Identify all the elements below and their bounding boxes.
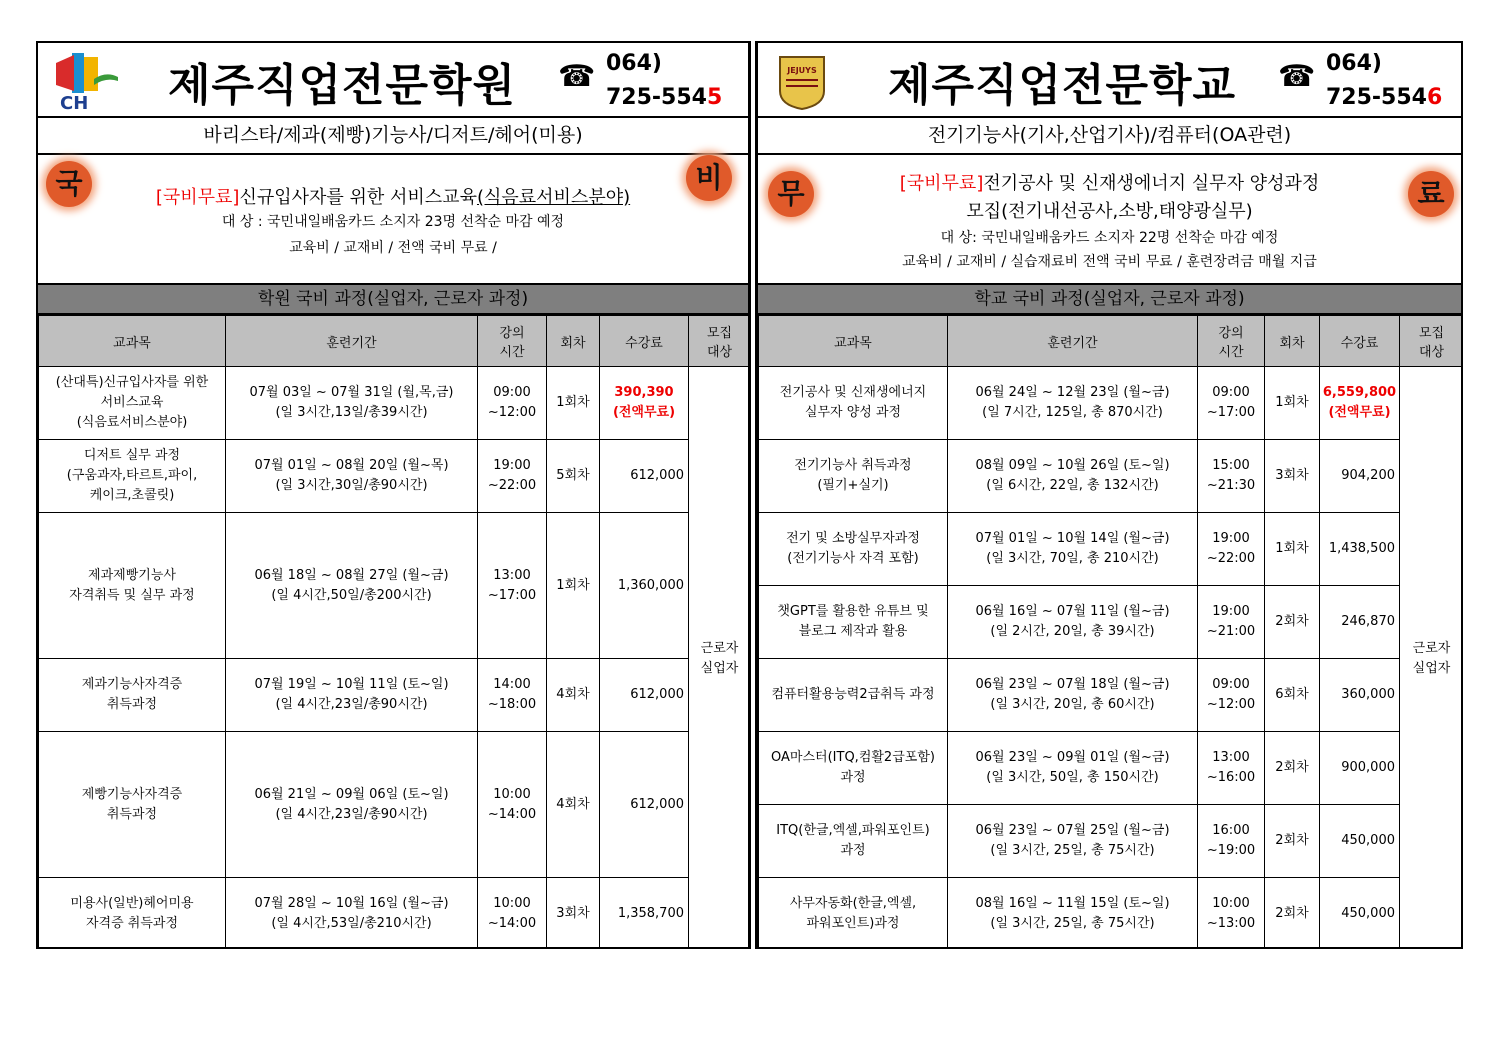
time-cell-text: 16:00 bbox=[1212, 823, 1250, 838]
course-cell-text: 제빵기능사자격증 bbox=[81, 786, 183, 802]
period-cell-text: 06월 23일 ~ 09월 01일 (월~금) bbox=[975, 750, 1170, 765]
column-header bbox=[1320, 316, 1400, 367]
period-cell-text: 06월 18일 ~ 08월 27일 (월~금) bbox=[254, 567, 449, 583]
period-cell bbox=[948, 732, 1198, 805]
school-promo-target: 대 상: 국민내일배움카드 소지자 22명 선착순 마감 예정 bbox=[940, 230, 1279, 246]
course-cell-text: 과정 bbox=[840, 843, 866, 858]
course-cell bbox=[39, 367, 226, 440]
column-header bbox=[600, 316, 689, 367]
academy-promo-target: 대 상 : 국민내일배움카드 소지자 23명 선착순 마감 예정 bbox=[221, 214, 565, 230]
column-header bbox=[1198, 316, 1265, 367]
column-header-text: 수강료 bbox=[625, 335, 663, 351]
time-cell bbox=[478, 440, 547, 513]
time-cell-text: ~18:00 bbox=[487, 697, 537, 712]
period-cell-text: (일 4시간,23일/총90시간) bbox=[275, 806, 428, 822]
session-cell-text: 1회차 bbox=[556, 577, 590, 593]
column-header bbox=[689, 316, 751, 367]
period-cell-text: 07월 01일 ~ 10월 14일 (월~금) bbox=[975, 531, 1170, 546]
course-cell-text: 블로그 제작과 활용 bbox=[798, 624, 908, 639]
session-cell bbox=[547, 440, 600, 513]
fee-cell bbox=[1320, 513, 1400, 586]
session-cell bbox=[1265, 732, 1320, 805]
period-cell-text: 06월 16일 ~ 07월 11일 (월~금) bbox=[975, 604, 1170, 619]
time-cell-text: ~12:00 bbox=[1206, 697, 1256, 712]
column-header-text: 모집 bbox=[1418, 326, 1445, 341]
badge-mu: 무 bbox=[768, 171, 814, 217]
course-cell-text: 케이크,초콜릿) bbox=[89, 488, 175, 503]
fee-cell bbox=[1320, 440, 1400, 513]
time-cell-text: 19:00 bbox=[1212, 531, 1250, 546]
column-header bbox=[226, 316, 478, 367]
badge-bi: 비 bbox=[686, 155, 732, 201]
session-cell-text: 2회차 bbox=[1275, 833, 1309, 848]
course-cell-text: 디저트 실무 과정 bbox=[83, 448, 181, 463]
time-cell bbox=[1198, 586, 1265, 659]
session-cell bbox=[547, 732, 600, 878]
period-cell-text: (일 7시간, 125일, 총 870시간) bbox=[982, 405, 1163, 420]
academy-promo bbox=[38, 155, 748, 285]
fee-cell-text: 904,200 bbox=[1341, 468, 1395, 483]
course-cell-text: 파워포인트)과정 bbox=[806, 916, 900, 931]
session-cell bbox=[1265, 659, 1320, 732]
fee-cell bbox=[1320, 805, 1400, 878]
column-header-text: 훈련기간 bbox=[326, 335, 377, 351]
session-cell bbox=[547, 659, 600, 732]
period-cell-text: 06월 21일 ~ 09월 06일 (토~일) bbox=[254, 786, 449, 802]
period-cell-text: (일 3시간, 20일, 총 60시간) bbox=[990, 697, 1155, 712]
fee-cell-text: 360,000 bbox=[1341, 687, 1395, 702]
session-cell-text: 4회차 bbox=[556, 796, 590, 812]
session-cell bbox=[547, 878, 600, 950]
column-header-text: 회차 bbox=[1279, 335, 1305, 351]
session-cell bbox=[547, 513, 600, 659]
fee-cell-text: 612,000 bbox=[630, 796, 684, 812]
time-cell-text: ~14:00 bbox=[487, 916, 537, 931]
course-cell-text: 챗GPT를 활용한 유튜브 및 bbox=[777, 604, 929, 619]
column-header-text: 교과목 bbox=[834, 335, 872, 351]
column-header-text: 시간 bbox=[499, 345, 525, 360]
time-cell bbox=[478, 659, 547, 732]
column-header bbox=[1400, 316, 1464, 367]
time-cell-text: ~21:00 bbox=[1206, 624, 1256, 639]
badge-ryo: 료 bbox=[1408, 171, 1454, 217]
academy-promo-fees: 교육비 / 교재비 / 전액 국비 무료 / bbox=[289, 240, 497, 256]
period-cell-text: 06월 23일 ~ 07월 25일 (월~금) bbox=[975, 823, 1170, 838]
time-cell-text: ~16:00 bbox=[1206, 770, 1256, 785]
time-cell bbox=[1198, 513, 1265, 586]
time-cell-text: ~17:00 bbox=[1206, 405, 1256, 420]
fee-cell bbox=[1320, 732, 1400, 805]
school-promo-title-2: 모집(전기내선공사,소방,태양광실무) bbox=[966, 201, 1253, 222]
time-cell-text: ~12:00 bbox=[487, 405, 537, 420]
fee-cell-text: 612,000 bbox=[630, 687, 684, 702]
school-logo bbox=[772, 49, 832, 111]
school-subtitle: 전기기능사(기사,산업기사)/컴퓨터(OA관련) bbox=[758, 118, 1461, 155]
course-cell-text: 취득과정 bbox=[106, 806, 158, 822]
course-cell-text: (필기+실기) bbox=[817, 478, 889, 493]
table-row bbox=[39, 878, 751, 950]
school-promo-title: [국비무료]전기공사 및 신재생에너지 실무자 양성과정 bbox=[899, 173, 1320, 194]
period-cell-text: 07월 19일 ~ 10월 11일 (토~일) bbox=[254, 677, 449, 692]
course-cell-text: 제과기능사자격증 bbox=[81, 677, 183, 692]
session-cell bbox=[1265, 878, 1320, 950]
fee-cell-text: 450,000 bbox=[1341, 906, 1395, 921]
time-cell-text: ~21:30 bbox=[1206, 478, 1256, 493]
period-cell-text: (일 4시간,50일/총200시간) bbox=[271, 587, 432, 603]
time-cell-text: 14:00 bbox=[493, 677, 531, 692]
time-cell-text: 19:00 bbox=[493, 458, 531, 473]
fee-cell-text: 1,360,000 bbox=[617, 577, 684, 593]
course-cell bbox=[759, 659, 948, 732]
academy-logo bbox=[46, 49, 126, 111]
period-cell-text: 07월 03일 ~ 07월 31일 (월,목,금) bbox=[249, 385, 454, 400]
session-cell bbox=[1265, 440, 1320, 513]
course-cell-text: 실무자 양성 과정 bbox=[804, 405, 902, 420]
fee-cell-text: (전액무료) bbox=[1328, 405, 1391, 420]
time-cell-text: ~22:00 bbox=[487, 478, 537, 493]
course-cell-text: (산대특)신규입사자를 위한 bbox=[55, 375, 209, 390]
fee-cell-text: 612,000 bbox=[630, 468, 684, 483]
academy-panel bbox=[36, 41, 750, 949]
table-row bbox=[39, 659, 751, 732]
academy-subtitle: 바리스타/제과(제빵)기능사/디저트/헤어(미용) bbox=[38, 118, 748, 155]
time-cell bbox=[1198, 805, 1265, 878]
course-cell bbox=[759, 513, 948, 586]
period-cell bbox=[948, 513, 1198, 586]
period-cell bbox=[948, 805, 1198, 878]
column-header-text: 시간 bbox=[1218, 345, 1244, 360]
time-cell bbox=[1198, 732, 1265, 805]
course-cell-text: 자격증 취득과정 bbox=[85, 916, 179, 931]
course-cell-text: 사무자동화(한글,엑셀, bbox=[789, 896, 917, 911]
academy-promo-title: [국비무료]신규입사자를 위한 서비스교육(식음료서비스분야) bbox=[155, 187, 631, 208]
course-cell-text: 컴퓨터활용능력2급취득 과정 bbox=[771, 687, 935, 702]
time-cell-text: 09:00 bbox=[1212, 677, 1250, 692]
column-header-text: 강의 bbox=[499, 326, 525, 341]
target-cell bbox=[1400, 367, 1464, 950]
fee-cell bbox=[600, 878, 689, 950]
school-promo-fees: 교육비 / 교재비 / 실습재료비 전액 국비 무료 / 훈련장려금 매월 지급 bbox=[902, 254, 1317, 270]
session-cell-text: 1회차 bbox=[1275, 395, 1309, 410]
academy-logo-text: CH bbox=[60, 93, 89, 111]
time-cell-text: ~19:00 bbox=[1206, 843, 1256, 858]
column-header-text: 회차 bbox=[560, 335, 586, 351]
column-header-text: 교과목 bbox=[113, 335, 151, 351]
session-cell bbox=[1265, 367, 1320, 440]
school-section-title: 학교 국비 과정(실업자, 근로자 과정) bbox=[758, 285, 1461, 315]
period-cell-text: (일 4시간,23일/총90시간) bbox=[275, 697, 428, 712]
target-cell-text: 근로자 bbox=[1412, 640, 1451, 656]
fee-cell-text: 246,870 bbox=[1341, 614, 1395, 629]
table-row bbox=[759, 732, 1464, 805]
column-header bbox=[1265, 316, 1320, 367]
course-cell bbox=[759, 586, 948, 659]
time-cell bbox=[478, 367, 547, 440]
column-header-text: 수강료 bbox=[1340, 335, 1379, 351]
column-header-text: 모집 bbox=[706, 326, 733, 341]
table-header-row bbox=[759, 316, 1464, 367]
school-header bbox=[758, 43, 1461, 118]
column-header-text: 대상 bbox=[1418, 345, 1445, 360]
session-cell-text: 5회차 bbox=[556, 468, 590, 483]
period-cell-text: (일 4시간,53일/총210시간) bbox=[271, 916, 432, 931]
fee-cell bbox=[600, 659, 689, 732]
period-cell-text: (일 3시간,30일/총90시간) bbox=[275, 478, 428, 493]
fee-cell bbox=[1320, 659, 1400, 732]
course-cell bbox=[39, 659, 226, 732]
course-cell bbox=[759, 732, 948, 805]
period-cell bbox=[948, 586, 1198, 659]
period-cell bbox=[948, 440, 1198, 513]
time-cell bbox=[1198, 878, 1265, 950]
session-cell-text: 2회차 bbox=[1275, 760, 1309, 775]
fee-cell bbox=[1320, 878, 1400, 950]
session-cell-text: 1회차 bbox=[556, 395, 590, 410]
time-cell-text: ~13:00 bbox=[1206, 916, 1256, 931]
course-cell-text: (전기기능사 자격 포함) bbox=[787, 551, 919, 566]
course-cell-text: (구움과자,타르트,파이, bbox=[66, 468, 198, 483]
table-row bbox=[759, 513, 1464, 586]
time-cell-text: ~17:00 bbox=[487, 587, 537, 603]
time-cell bbox=[1198, 659, 1265, 732]
time-cell-text: 10:00 bbox=[493, 896, 531, 911]
course-cell-text: 자격취득 및 실무 과정 bbox=[69, 587, 195, 603]
school-course-table bbox=[758, 315, 1463, 949]
time-cell bbox=[478, 878, 547, 950]
course-cell-text: 전기공사 및 신재생에너지 bbox=[779, 385, 927, 400]
table-row bbox=[759, 367, 1464, 440]
fee-cell bbox=[1320, 586, 1400, 659]
column-header bbox=[759, 316, 948, 367]
school-title: 제주직업전문학교 bbox=[888, 60, 1237, 111]
period-cell bbox=[948, 659, 1198, 732]
course-cell-text: 취득과정 bbox=[106, 697, 158, 712]
course-cell bbox=[759, 805, 948, 878]
academy-title: 제주직업전문학원 bbox=[168, 60, 517, 111]
session-cell-text: 1회차 bbox=[1275, 541, 1309, 556]
badge-gook: 국 bbox=[46, 161, 92, 207]
table-row bbox=[39, 440, 751, 513]
target-cell-text: 실업자 bbox=[1412, 660, 1451, 676]
time-cell bbox=[1198, 367, 1265, 440]
school-phone: 064) 725-5546 bbox=[1326, 51, 1443, 110]
session-cell-text: 3회차 bbox=[1275, 468, 1309, 483]
period-cell bbox=[226, 513, 478, 659]
academy-header bbox=[38, 43, 748, 118]
period-cell bbox=[948, 878, 1198, 950]
time-cell-text: ~22:00 bbox=[1206, 551, 1256, 566]
period-cell-text: (일 3시간, 25일, 총 75시간) bbox=[990, 916, 1155, 931]
fee-cell-text: 450,000 bbox=[1341, 833, 1395, 848]
time-cell-text: 09:00 bbox=[493, 385, 531, 400]
column-header-text: 훈련기간 bbox=[1047, 335, 1098, 351]
period-cell-text: 06월 23일 ~ 07월 18일 (월~금) bbox=[975, 677, 1170, 692]
session-cell bbox=[1265, 586, 1320, 659]
time-cell-text: 19:00 bbox=[1212, 604, 1250, 619]
time-cell-text: ~14:00 bbox=[487, 806, 537, 822]
course-cell bbox=[759, 878, 948, 950]
period-cell-text: (일 3시간, 50일, 총 150시간) bbox=[986, 770, 1159, 785]
period-cell bbox=[226, 367, 478, 440]
period-cell bbox=[226, 878, 478, 950]
time-cell bbox=[1198, 440, 1265, 513]
course-cell-text: 전기기능사 취득과정 bbox=[794, 458, 912, 473]
table-row bbox=[759, 878, 1464, 950]
period-cell bbox=[226, 732, 478, 878]
phone-icon: ☎ bbox=[558, 59, 596, 94]
course-cell-text: 제과제빵기능사 bbox=[88, 567, 176, 583]
time-cell bbox=[478, 513, 547, 659]
fee-cell-text: 6,559,800 bbox=[1322, 385, 1397, 400]
table-row bbox=[39, 732, 751, 878]
course-cell-text: ITQ(한글,엑셀,파워포인트) bbox=[776, 823, 930, 838]
course-cell bbox=[39, 732, 226, 878]
time-cell-text: 10:00 bbox=[1212, 896, 1250, 911]
table-row bbox=[759, 586, 1464, 659]
fee-cell-text: 1,358,700 bbox=[617, 906, 684, 921]
time-cell-text: 15:00 bbox=[1212, 458, 1250, 473]
table-row bbox=[759, 440, 1464, 513]
school-promo bbox=[758, 155, 1461, 285]
session-cell bbox=[1265, 513, 1320, 586]
course-cell-text: 전기 및 소방실무자과정 bbox=[786, 531, 920, 546]
course-cell bbox=[39, 878, 226, 950]
period-cell-text: (일 3시간, 25일, 총 75시간) bbox=[990, 843, 1155, 858]
school-panel bbox=[756, 41, 1463, 949]
period-cell-text: 06월 24일 ~ 12월 23일 (월~금) bbox=[975, 385, 1170, 400]
table-row bbox=[759, 805, 1464, 878]
time-cell bbox=[478, 732, 547, 878]
academy-phone: 064) 725-5545 bbox=[606, 51, 723, 110]
time-cell-text: 09:00 bbox=[1212, 385, 1250, 400]
course-cell-text: 미용사(일반)헤어미용 bbox=[70, 896, 194, 911]
fee-cell bbox=[1320, 367, 1400, 440]
time-cell-text: 10:00 bbox=[493, 786, 531, 802]
session-cell-text: 6회차 bbox=[1275, 687, 1309, 702]
fee-cell bbox=[600, 513, 689, 659]
period-cell-text: (일 3시간,13일/총39시간) bbox=[275, 405, 428, 420]
column-header-text: 강의 bbox=[1218, 326, 1244, 341]
fee-cell bbox=[600, 732, 689, 878]
period-cell-text: (일 2시간, 20일, 총 39시간) bbox=[990, 624, 1155, 639]
period-cell-text: 07월 01일 ~ 08월 20일 (월~목) bbox=[254, 458, 449, 473]
table-row bbox=[39, 367, 751, 440]
school-logo-text: JEJUYS bbox=[787, 66, 817, 75]
phone-icon: ☎ bbox=[1278, 59, 1316, 94]
session-cell bbox=[1265, 805, 1320, 878]
academy-section-title: 학원 국비 과정(실업자, 근로자 과정) bbox=[38, 285, 748, 315]
session-cell-text: 2회차 bbox=[1275, 906, 1309, 921]
session-cell-text: 3회차 bbox=[556, 906, 590, 921]
table-row bbox=[39, 513, 751, 659]
time-cell-text: 13:00 bbox=[493, 567, 531, 583]
course-cell-text: (식음료서비스분야) bbox=[76, 415, 188, 430]
fee-cell-text: (전액무료) bbox=[612, 405, 676, 420]
course-cell-text: 과정 bbox=[840, 770, 866, 785]
period-cell-text: (일 3시간, 70일, 총 210시간) bbox=[986, 551, 1159, 566]
session-cell-text: 4회차 bbox=[556, 687, 590, 702]
period-cell-text: (일 6시간, 22일, 총 132시간) bbox=[986, 478, 1159, 493]
course-cell bbox=[759, 440, 948, 513]
fee-cell-text: 390,390 bbox=[614, 385, 674, 400]
column-header bbox=[547, 316, 600, 367]
target-cell-text: 근로자 bbox=[700, 640, 739, 656]
column-header bbox=[39, 316, 226, 367]
period-cell-text: 08월 09일 ~ 10월 26일 (토~일) bbox=[975, 458, 1170, 473]
column-header bbox=[478, 316, 547, 367]
period-cell bbox=[226, 659, 478, 732]
session-cell bbox=[547, 367, 600, 440]
time-cell-text: 13:00 bbox=[1212, 750, 1250, 765]
course-cell-text: OA마스터(ITQ,컴활2급포함) bbox=[771, 750, 935, 765]
table-row bbox=[759, 659, 1464, 732]
course-cell bbox=[759, 367, 948, 440]
academy-course-table bbox=[38, 315, 750, 949]
table-header-row bbox=[39, 316, 751, 367]
course-cell bbox=[39, 513, 226, 659]
target-cell bbox=[689, 367, 751, 950]
period-cell bbox=[948, 367, 1198, 440]
target-cell-text: 실업자 bbox=[700, 660, 739, 676]
session-cell-text: 2회차 bbox=[1275, 614, 1309, 629]
period-cell-text: 07월 28일 ~ 10월 16일 (월~금) bbox=[254, 896, 449, 911]
course-cell bbox=[39, 440, 226, 513]
fee-cell-text: 900,000 bbox=[1341, 760, 1395, 775]
column-header bbox=[948, 316, 1198, 367]
fee-cell bbox=[600, 440, 689, 513]
course-cell-text: 서비스교육 bbox=[100, 395, 164, 410]
period-cell bbox=[226, 440, 478, 513]
column-header-text: 대상 bbox=[706, 345, 733, 360]
fee-cell bbox=[600, 367, 689, 440]
period-cell-text: 08월 16일 ~ 11월 15일 (토~일) bbox=[975, 896, 1170, 911]
fee-cell-text: 1,438,500 bbox=[1328, 541, 1395, 556]
